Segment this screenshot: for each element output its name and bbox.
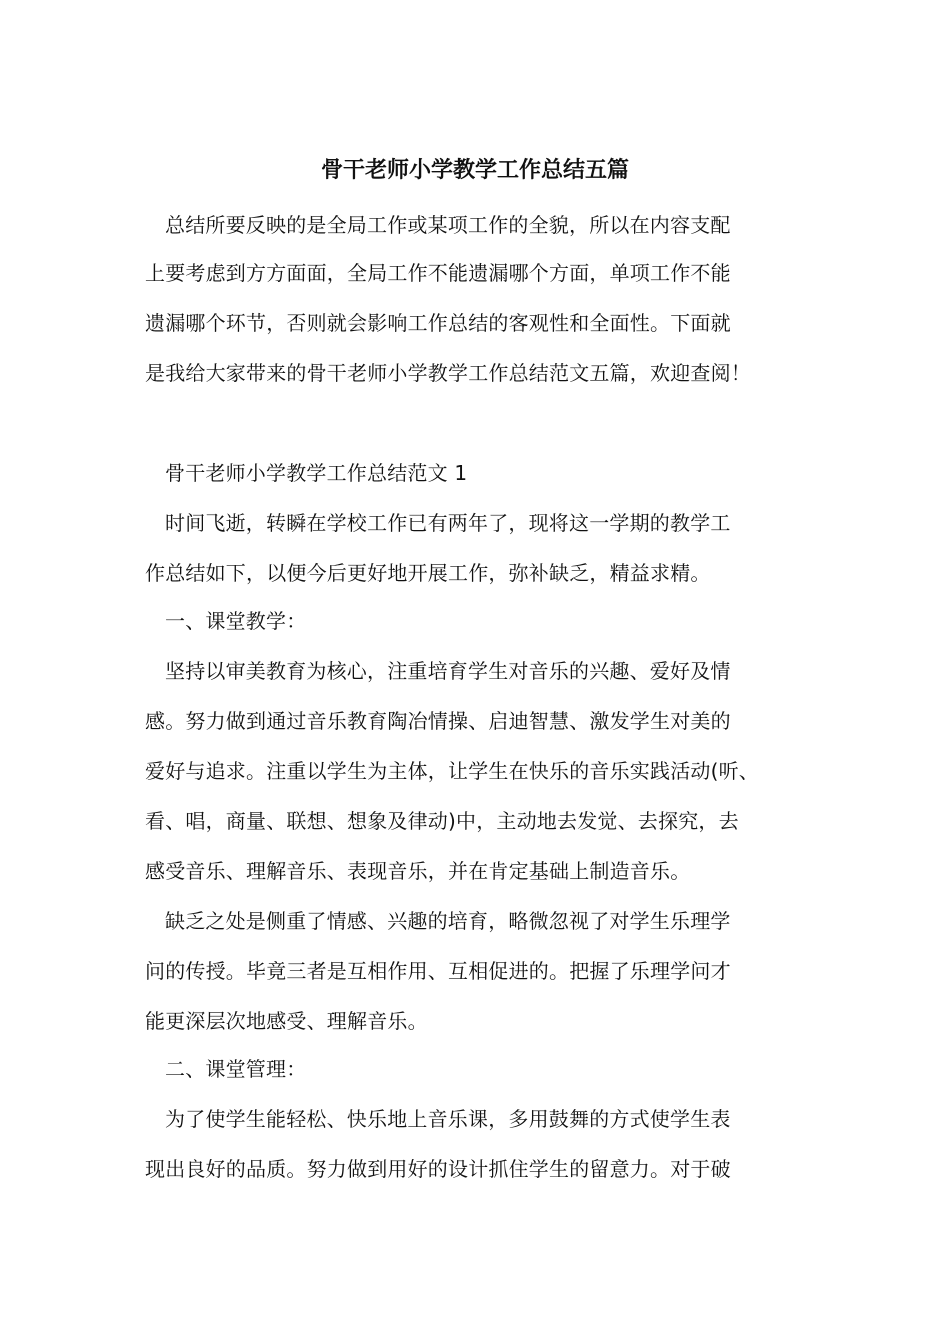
section-heading-1: 骨干老师小学教学工作总结范文 1 [165, 461, 468, 485]
paragraph-line: 为了使学生能轻松、快乐地上音乐课，多用鼓舞的方式使学生表 [165, 1107, 731, 1131]
paragraph-line: 坚持以审美教育为核心，注重培育学生对音乐的兴趣、爱好及情 [165, 659, 731, 683]
paragraph-line: 缺乏之处是侧重了情感、兴趣的培育，略微忽视了对学生乐理学 [165, 909, 731, 933]
intro-line-1: 总结所要反映的是全局工作或某项工作的全貌，所以在内容支配 [165, 213, 731, 237]
paragraph-line: 感。努力做到通过音乐教育陶冶情操、启迪智慧、激发学生对美的 [145, 709, 731, 733]
intro-line-4: 是我给大家带来的骨干老师小学教学工作总结范文五篇，欢迎查阅！ [145, 361, 751, 385]
subheading-classroom-teaching: 一、课堂教学： [165, 609, 307, 633]
paragraph-line: 看、唱，商量、联想、想象及律动)中，主动地去发觉、去探究，去 [145, 809, 739, 833]
subheading-classroom-management: 二、课堂管理： [165, 1057, 307, 1081]
paragraph-line: 作总结如下，以便今后更好地开展工作，弥补缺乏，精益求精。 [145, 561, 711, 585]
document-title: 骨干老师小学教学工作总结五篇 [320, 157, 629, 183]
paragraph-line: 时间飞逝，转瞬在学校工作已有两年了，现将这一学期的教学工 [165, 511, 731, 535]
paragraph-line: 问的传授。毕竟三者是互相作用、互相促进的。把握了乐理学问才 [145, 959, 731, 983]
paragraph-line: 能更深层次地感受、理解音乐。 [145, 1009, 428, 1033]
paragraph-line: 现出良好的品质。努力做到用好的设计抓住学生的留意力。对于破 [145, 1157, 731, 1181]
paragraph-line: 感受音乐、理解音乐、表现音乐，并在肯定基础上制造音乐。 [145, 859, 691, 883]
paragraph-line: 爱好与追求。注重以学生为主体，让学生在快乐的音乐实践活动(听、 [145, 759, 760, 783]
intro-line-2: 上要考虑到方方面面，全局工作不能遗漏哪个方面，单项工作不能 [145, 261, 731, 285]
intro-line-3: 遗漏哪个环节，否则就会影响工作总结的客观性和全面性。下面就 [145, 311, 731, 335]
